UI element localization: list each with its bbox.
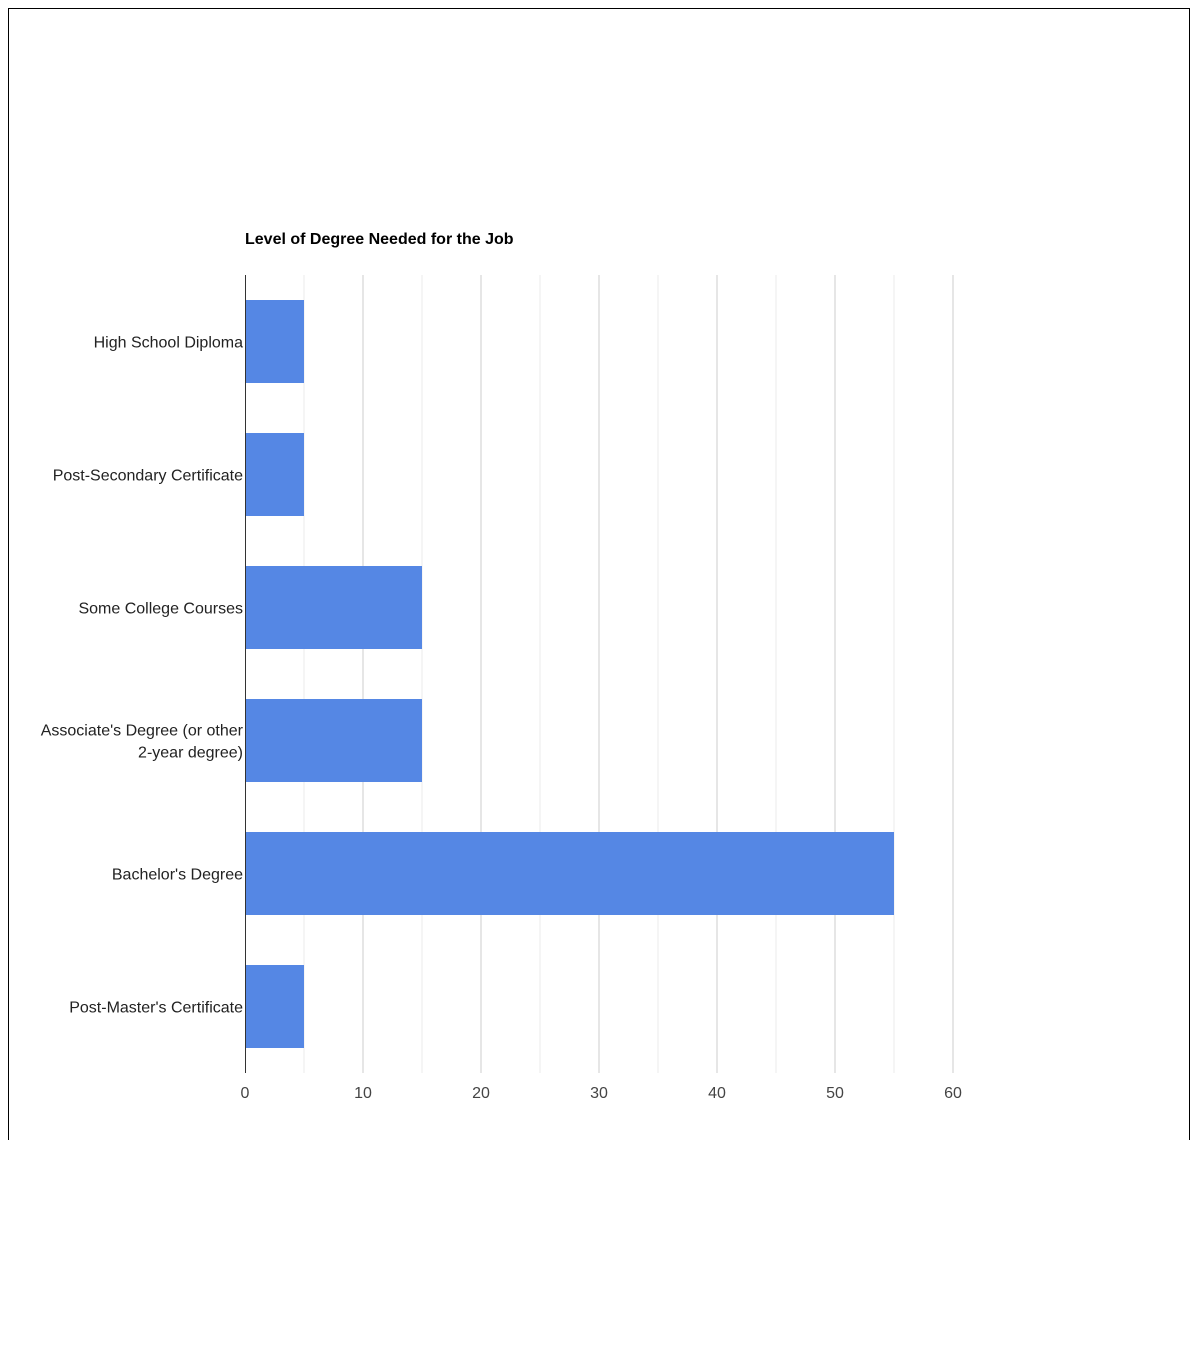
x-tick-label: 50: [826, 1085, 844, 1102]
x-tick-label: 30: [590, 1085, 608, 1102]
category-label: High School Diploma: [93, 334, 243, 352]
x-tick-label: 0: [240, 1085, 250, 1102]
bar: [245, 433, 304, 516]
x-tick-labels: [241, 1085, 962, 1102]
bar: [245, 965, 304, 1048]
category-label: 2-year degree): [138, 744, 243, 762]
category-labels: [41, 335, 244, 1017]
category-label: Post-Master's Certificate: [69, 999, 243, 1017]
x-tick-label: 10: [354, 1085, 372, 1102]
category-label: Associate's Degree (or other: [40, 722, 243, 740]
chart-title: Level of Degree Needed for the Job: [245, 231, 514, 248]
x-tick-label: 60: [944, 1085, 962, 1102]
bar: [245, 566, 422, 649]
x-tick-label: 20: [472, 1085, 490, 1102]
bar: [245, 300, 304, 383]
bar: [245, 699, 422, 782]
category-label: Post-Secondary Certificate: [52, 467, 243, 485]
category-label: Bachelor's Degree: [111, 866, 243, 884]
category-label: Some College Courses: [78, 600, 243, 618]
grid-lines: [304, 275, 953, 1073]
bar: [245, 832, 894, 915]
x-tick-label: 40: [708, 1085, 726, 1102]
bars: [245, 300, 894, 1048]
